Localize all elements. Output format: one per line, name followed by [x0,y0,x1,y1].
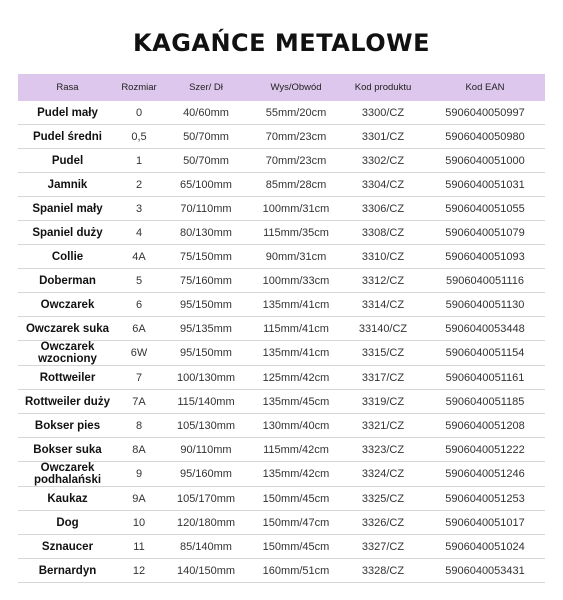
cell-wys-obwod: 130mm/40cm [251,414,341,438]
cell-rasa: Spaniel mały [18,197,117,221]
cell-kod-produktu: 3300/CZ [341,101,425,125]
cell-rasa: Owczarek [18,293,117,317]
page-title: KAGAŃCE METALOWE [133,29,430,57]
header-szer-dl: Szer/ Dł [189,82,223,93]
cell-kod-ean: 5906040051024 [425,535,545,559]
cell-wys-obwod: 125mm/42cm [251,366,341,390]
cell-szer-dl: 95/160mm [161,462,251,487]
cell-wys-obwod: 150mm/45cm [251,535,341,559]
cell-rasa: Owczarek suka [18,317,117,341]
cell-kod-produktu: 3306/CZ [341,197,425,221]
cell-kod-produktu: 3314/CZ [341,293,425,317]
cell-rozmiar: 9 [117,462,161,487]
cell-wys-obwod: 115mm/41cm [251,317,341,341]
cell-wys-obwod: 160mm/51cm [251,559,341,583]
cell-szer-dl: 95/150mm [161,293,251,317]
table-row [18,341,545,366]
cell-rasa: Bokser suka [18,438,117,462]
cell-rasa: Collie [18,245,117,269]
cell-kod-ean: 5906040051017 [425,511,545,535]
cell-kod-ean: 5906040051031 [425,173,545,197]
cell-rasa: Jamnik [18,173,117,197]
cell-kod-ean: 5906040051130 [425,293,545,317]
cell-rozmiar: 8 [117,414,161,438]
cell-rozmiar: 3 [117,197,161,221]
cell-rasa: Spaniel duży [18,221,117,245]
cell-wys-obwod: 115mm/42cm [251,438,341,462]
cell-wys-obwod: 135mm/42cm [251,462,341,487]
table-row [18,221,545,245]
cell-szer-dl: 90/110mm [161,438,251,462]
cell-wys-obwod: 85mm/28cm [251,173,341,197]
table-row [18,511,545,535]
cell-szer-dl: 105/170mm [161,487,251,511]
cell-kod-produktu: 3302/CZ [341,149,425,173]
cell-kod-ean: 5906040051000 [425,149,545,173]
cell-wys-obwod: 135mm/45cm [251,390,341,414]
cell-rozmiar: 11 [117,535,161,559]
cell-szer-dl: 95/150mm [161,341,251,366]
cell-szer-dl: 50/70mm [161,149,251,173]
cell-rozmiar: 6A [117,317,161,341]
cell-kod-ean: 5906040053431 [425,559,545,583]
cell-kod-produktu: 3312/CZ [341,269,425,293]
cell-wys-obwod: 70mm/23cm [251,125,341,149]
cell-kod-produktu: 3319/CZ [341,390,425,414]
header-rasa: Rasa [56,82,79,93]
cell-kod-produktu: 3315/CZ [341,341,425,366]
cell-rozmiar: 5 [117,269,161,293]
table-row [18,366,545,390]
cell-szer-dl: 65/100mm [161,173,251,197]
cell-kod-produktu: 3325/CZ [341,487,425,511]
cell-rozmiar: 7 [117,366,161,390]
cell-kod-produktu: 3328/CZ [341,559,425,583]
cell-rozmiar: 6W [117,341,161,366]
cell-rasa: Kaukaz [18,487,117,511]
cell-szer-dl: 115/140mm [161,390,251,414]
cell-wys-obwod: 135mm/41cm [251,293,341,317]
cell-wys-obwod: 115mm/35cm [251,221,341,245]
cell-rasa: Dog [18,511,117,535]
cell-szer-dl: 85/140mm [161,535,251,559]
cell-kod-produktu: 3310/CZ [341,245,425,269]
cell-rozmiar: 10 [117,511,161,535]
table-row [18,535,545,559]
cell-rozmiar: 0,5 [117,125,161,149]
cell-kod-produktu: 3323/CZ [341,438,425,462]
table-header [18,74,545,101]
header-kod-produktu: Kod produktu [354,82,412,93]
cell-kod-produktu: 3324/CZ [341,462,425,487]
cell-wys-obwod: 100mm/31cm [251,197,341,221]
cell-kod-ean: 5906040051116 [425,269,545,293]
table-row [18,487,545,511]
cell-szer-dl: 80/130mm [161,221,251,245]
table-row [18,317,545,341]
cell-rozmiar: 9A [117,487,161,511]
cell-kod-ean: 5906040051246 [425,462,545,487]
cell-wys-obwod: 70mm/23cm [251,149,341,173]
cell-szer-dl: 100/130mm [161,366,251,390]
cell-rozmiar: 2 [117,173,161,197]
cell-kod-produktu: 33140/CZ [341,317,425,341]
cell-kod-ean: 5906040051253 [425,487,545,511]
cell-szer-dl: 50/70mm [161,125,251,149]
cell-rozmiar: 7A [117,390,161,414]
table-row [18,149,545,173]
cell-kod-produktu: 3308/CZ [341,221,425,245]
cell-kod-ean: 5906040053448 [425,317,545,341]
cell-rozmiar: 8A [117,438,161,462]
cell-wys-obwod: 55mm/20cm [251,101,341,125]
table-body [18,101,545,583]
cell-wys-obwod: 150mm/47cm [251,511,341,535]
cell-kod-ean: 5906040051208 [425,414,545,438]
table-row [18,245,545,269]
table-row [18,173,545,197]
table-row [18,125,545,149]
table-row [18,197,545,221]
cell-rozmiar: 6 [117,293,161,317]
cell-wys-obwod: 100mm/33cm [251,269,341,293]
cell-rasa: Bernardyn [18,559,117,583]
cell-kod-produktu: 3317/CZ [341,366,425,390]
cell-kod-produktu: 3301/CZ [341,125,425,149]
cell-szer-dl: 70/110mm [161,197,251,221]
cell-rasa: Rottweiler duży [18,390,117,414]
muzzle-size-table [18,74,545,583]
table-row [18,269,545,293]
cell-rozmiar: 0 [117,101,161,125]
table-row [18,414,545,438]
cell-szer-dl: 120/180mm [161,511,251,535]
cell-rozmiar: 12 [117,559,161,583]
cell-rozmiar: 4 [117,221,161,245]
cell-kod-ean: 5906040050980 [425,125,545,149]
cell-rasa: Pudel [18,149,117,173]
header-row [18,74,545,101]
cell-rozmiar: 1 [117,149,161,173]
cell-kod-ean: 5906040051222 [425,438,545,462]
cell-wys-obwod: 90mm/31cm [251,245,341,269]
table-row [18,438,545,462]
header-rozmiar: Rozmiar [121,82,157,93]
cell-kod-produktu: 3304/CZ [341,173,425,197]
table-row [18,390,545,414]
cell-rasa: Sznaucer [18,535,117,559]
cell-kod-ean: 5906040051154 [425,341,545,366]
cell-rasa: Pudel średni [18,125,117,149]
cell-rasa: Doberman [18,269,117,293]
cell-kod-ean: 5906040051079 [425,221,545,245]
cell-kod-ean: 5906040051185 [425,390,545,414]
cell-kod-ean: 5906040051093 [425,245,545,269]
cell-rasa: Owczarek podhalański [18,462,117,487]
header-wys-obwod: Wys/Obwód [270,82,322,93]
cell-kod-produktu: 3321/CZ [341,414,425,438]
table-row [18,101,545,125]
table-row [18,293,545,317]
cell-szer-dl: 40/60mm [161,101,251,125]
cell-rasa: Pudel mały [18,101,117,125]
cell-kod-produktu: 3327/CZ [341,535,425,559]
cell-szer-dl: 95/135mm [161,317,251,341]
table-row [18,559,545,583]
cell-rasa: Bokser pies [18,414,117,438]
cell-rozmiar: 4A [117,245,161,269]
cell-kod-ean: 5906040051055 [425,197,545,221]
table-row [18,462,545,487]
cell-szer-dl: 140/150mm [161,559,251,583]
cell-wys-obwod: 150mm/45cm [251,487,341,511]
cell-szer-dl: 75/150mm [161,245,251,269]
cell-kod-ean: 5906040051161 [425,366,545,390]
cell-rasa: Rottweiler [18,366,117,390]
cell-kod-ean: 5906040050997 [425,101,545,125]
cell-kod-produktu: 3326/CZ [341,511,425,535]
cell-wys-obwod: 135mm/41cm [251,341,341,366]
cell-szer-dl: 105/130mm [161,414,251,438]
cell-szer-dl: 75/160mm [161,269,251,293]
cell-rasa: Owczarek wzocniony [18,341,117,366]
header-kod-ean: Kod EAN [465,82,505,93]
